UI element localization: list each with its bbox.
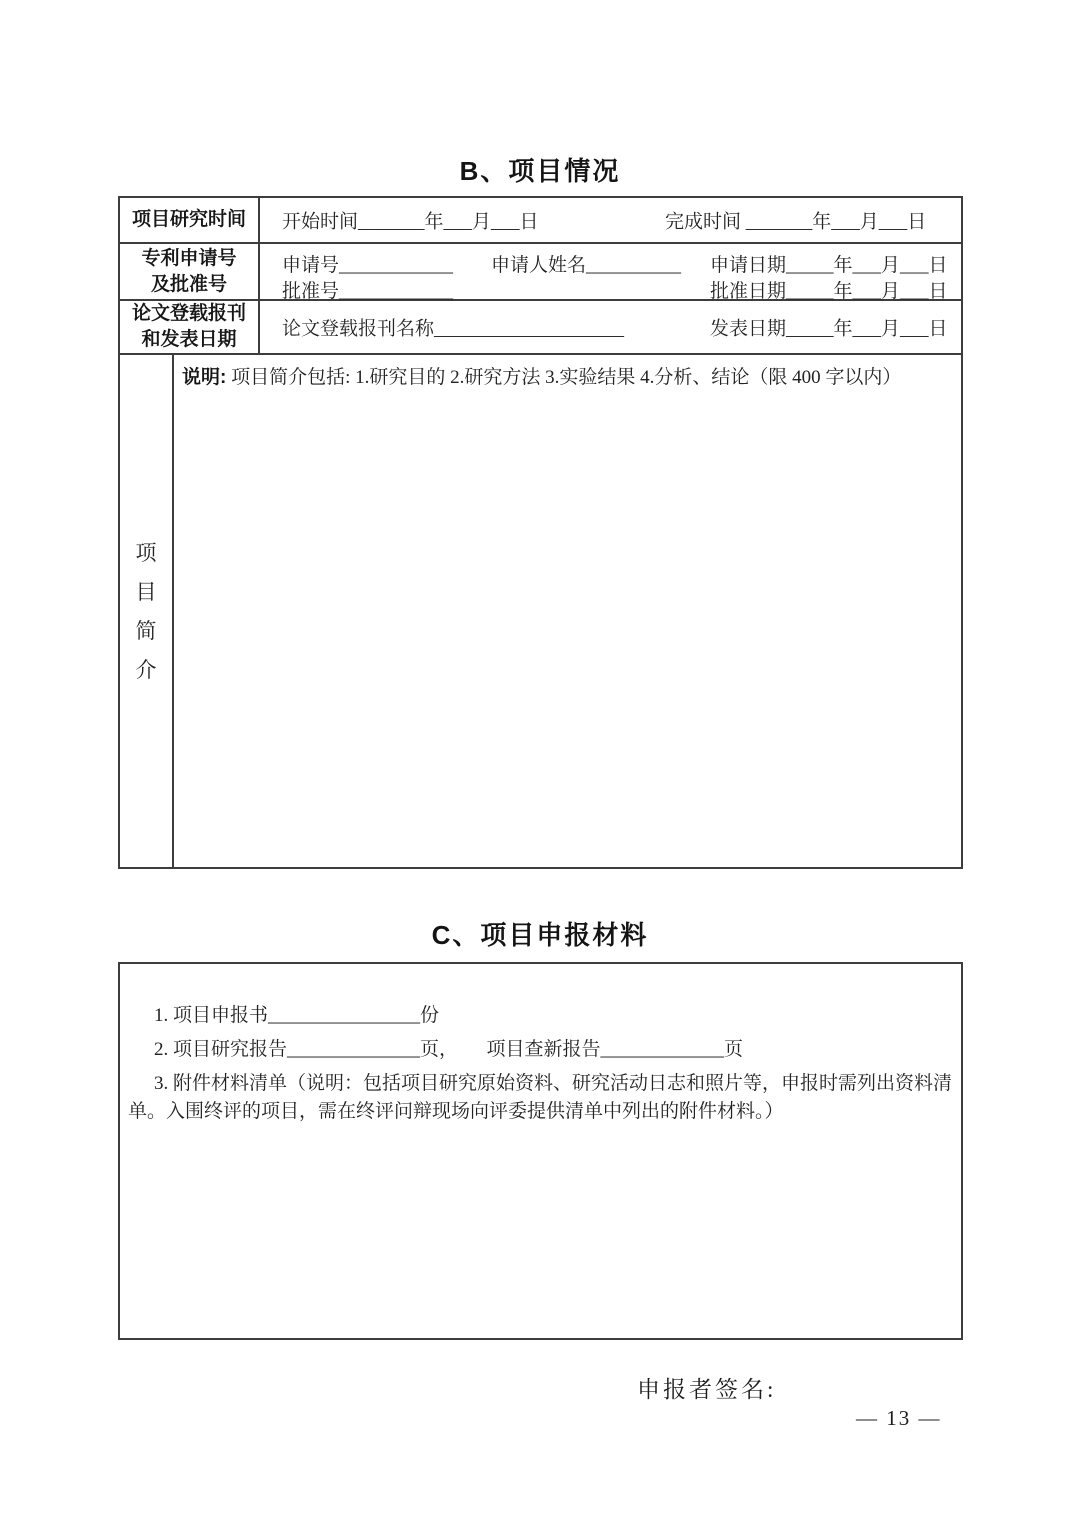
- applicant-signature-label: 申报者签名:: [637, 1377, 777, 1402]
- row-label-paper: [120, 301, 260, 353]
- approval-number-blank: 批准号____________: [282, 281, 454, 302]
- table-row-research-time: [120, 198, 961, 242]
- material-item-research-report: 2. 项目研究报告______________页， 项目查新报告_____________页: [154, 1039, 744, 1060]
- table-row-intro: [120, 353, 961, 867]
- vertical-label-char: 目: [135, 579, 157, 604]
- section-b-title: B、项目情况: [459, 156, 621, 186]
- application-number-blank: 申请号____________: [282, 255, 454, 276]
- journal-name-blank: 论文登载报刊名称____________________: [282, 318, 625, 340]
- project-info-table: [118, 196, 963, 869]
- intro-note: [174, 355, 961, 391]
- finish-time-blank: 完成时间 _______年___月___日: [665, 211, 927, 233]
- table-row-patent: [120, 242, 961, 302]
- row-label-patent: [120, 244, 260, 299]
- intro-cell: [174, 355, 961, 867]
- publish-date-blank: 发表日期_____年___月___日: [710, 318, 948, 340]
- research-time-cell: [260, 198, 961, 242]
- intro-note-text: 项目简介包括: 1.研究目的 2.研究方法 3.实验结果 4.分析、结论（限 400 字以内）: [226, 367, 902, 388]
- intro-note-label: 说明:: [182, 367, 227, 388]
- table-row-paper: [120, 299, 961, 353]
- page-number: — 13 —: [856, 1406, 942, 1430]
- approval-date-blank: 批准日期_____年___月___日: [710, 281, 948, 302]
- row-label-research-time: [120, 198, 260, 242]
- row-label-intro-vertical: [120, 355, 174, 867]
- row-label-text-line1: 论文登载报刊: [131, 303, 246, 324]
- applicant-name-blank: 申请人姓名__________: [491, 255, 682, 276]
- application-date-blank: 申请日期_____年___月___日: [710, 255, 948, 276]
- row-label-text-line2: 和发表日期: [141, 329, 237, 350]
- vertical-label-char: 项: [135, 540, 157, 565]
- vertical-label-char: 简: [135, 618, 157, 643]
- patent-cell: [260, 244, 961, 302]
- application-materials-box: [118, 962, 963, 1340]
- paper-cell: [260, 301, 961, 353]
- row-label-text: 项目研究时间: [131, 209, 246, 230]
- section-c-title: C、项目申报材料: [431, 920, 649, 950]
- row-label-text-line1: 专利申请号: [141, 247, 237, 269]
- material-item-application-form: 1. 项目申报书________________份: [154, 1005, 440, 1026]
- start-time-blank: 开始时间_______年___月___日: [282, 211, 539, 233]
- vertical-label-char: 介: [135, 657, 157, 682]
- row-label-text-line2: 及批准号: [150, 273, 227, 295]
- material-item-attachment-list: 3. 附件材料清单（说明：包括项目研究原始资料、研究活动日志和照片等，申报时需列出资料清单。入围终评的项目，需在终评问辩现场向评委提供清单中列出的附件材料。）: [128, 1073, 953, 1122]
